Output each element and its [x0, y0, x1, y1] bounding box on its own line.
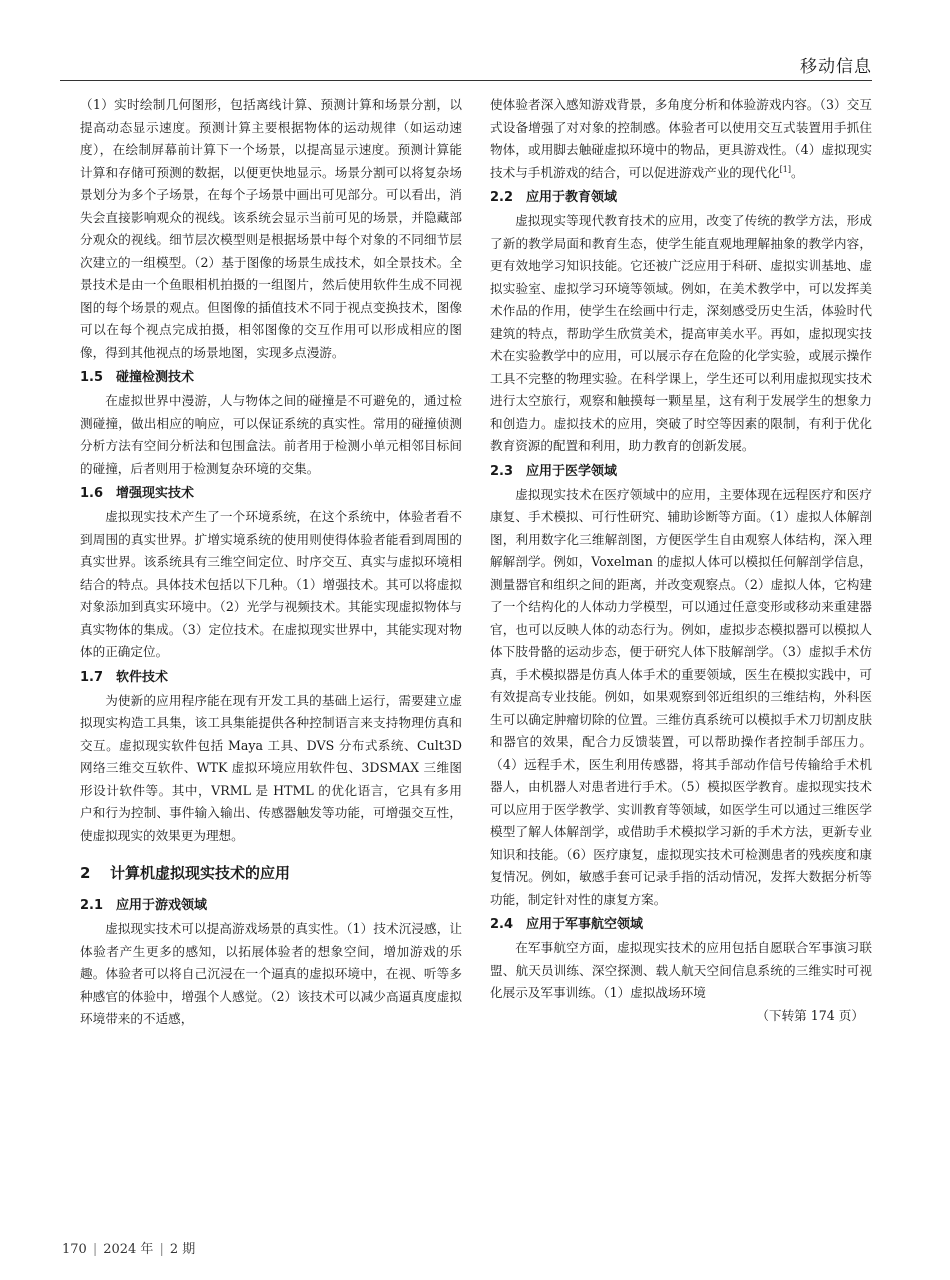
section-number: 2.1: [80, 898, 104, 913]
section-title: 增强现实技术: [116, 486, 195, 501]
right-column: [490, 94, 872, 1027]
paragraph: 虚拟现实技术在医疗领域中的应用，主要体现在远程医疗和医疗康复、手术模拟、可行性研究、辅助诊断等方面。（1）虚拟人体解剖图，利用数字化三维解剖图，方便医学生自由观察人体结构，深入理解解剖学。例如，Voxelman 的虚拟人体可以模拟任何解剖学信息，测量器官和组织之间的距离，并改变观察点。（2）虚拟人体，它构建了一个结构化的人体动力学模型，可以通过任意变形或移动来重建器官，也可以反映人体的动态行为。例如，虚拟步态模拟器可以模拟人体下肢骨骼的运动步态，便于研究人体下肢解剖学。（3）虚拟手术仿真，手术模拟器是仿真人体手术的重要领域，医生在模拟实践中，可有效提高专业技能。例如，如果观察到邻近组织的三维结构，外科医生可以确定肿瘤切除的位置。三维仿真系统可以模拟手术刀切割皮肤和器官的效果，配合力反馈装置，可以帮助操作者控制手部压力。（4）远程手术，医生利用传感器，将其手部动作信号传输给手术机器人，由机器人对患者进行手术。（5）模拟医学教育。虚拟现实技术可以应用于医学教学、实训教育等领域，如医学生可以通过三维医学模型了解人体解剖学，或借助手术模拟学习新的手术方法，更新专业知识和技能。（6）医疗康复，虚拟现实技术可检测患者的残疾度和康复情况。例如，敏感手套可记录手指的活动情况，发挥大数据分析等功能，制定针对性的康复方案。: [490, 486, 872, 907]
page-number: 170: [62, 1242, 87, 1257]
citation-ref: [1]: [779, 164, 791, 174]
section-heading-2-2: [490, 187, 872, 209]
section-number: 2.3: [490, 463, 514, 479]
paragraph: 为使新的应用程序能在现有开发工具的基础上运行，需要建立虚拟现实构造工具集，该工具集能提供各种控制语言来支持物理仿真和交互。虚拟现实软件包括 Maya 工具、DVS 分布式系统、Cult3D 网络三维交互软件、WTK 虚拟环境应用软件包、3DSMAX 三维图形设计软件等。其中，VRML 是 HTML 的优化语言，它具有多用户和行为控制、事件输入输出、传感器触发等功能，可增强交互性，使虚拟现实的效果更为理想。: [80, 692, 462, 843]
issue-number: 2 期: [169, 1242, 196, 1257]
paragraph: 虚拟现实技术产生了一个环境系统，在这个系统中，体验者看不到周围的真实世界。扩增实境系统的使用则使得体验者能看到周围的真实世界。该系统具有三维空间定位、时序交互、真实与虚拟环境相结合的特点。具体技术包括以下几种。（1）增强技术。其可以将虚拟对象添加到真实环境中。（2）光学与视频技术。其能实现虚拟物体与真实物体的集成。（3）定位技术。在虚拟现实世界中，其能实现对物体的正确定位。: [80, 509, 462, 659]
chapter-title: 计算机虚拟现实技术的应用: [110, 864, 291, 882]
section-number: 1.7: [80, 669, 104, 685]
page-footer: [62, 1238, 195, 1257]
section-heading-2-4: [490, 914, 872, 936]
paragraph: 虚拟现实技术可以提高游戏场景的真实性。（1）技术沉浸感，让体验者产生更多的感知，以拓展体验者的想象空间，增加游戏的乐趣。体验者可以将自己沉浸在一个逼真的虚拟环境中，在视、听等多种感官的体验中，增强个人感觉。（2）该技术可以减少高逼真度虚拟环境带来的不适感，: [80, 921, 462, 1026]
chapter-heading-2: [80, 861, 462, 885]
paragraph: [490, 94, 872, 184]
section-title: 应用于医学领域: [526, 463, 618, 479]
section-number: 2.4: [490, 917, 514, 932]
section-heading-1-5: [80, 367, 462, 389]
section-title: 应用于教育领域: [526, 190, 618, 205]
footer-separator: |: [159, 1242, 164, 1257]
journal-name: 移动信息: [800, 57, 872, 77]
issue-year: 2024 年: [103, 1242, 154, 1257]
continued-note: （下转第 174 页）: [756, 1007, 864, 1023]
section-number: 1.5: [80, 370, 104, 385]
paragraph-end: 。: [791, 164, 804, 180]
left-column: [80, 94, 462, 1031]
section-heading-1-6: [80, 483, 462, 505]
paragraph: （1）实时绘制几何图形，包括离线计算、预测计算和场景分割，以提高动态显示速度。预测计算主要根据物体的运动规律（如运动速度），在绘制屏幕前计算下一个场景，以提高显示速度。预测计算能计算和存储可预测的数据，以便更快地显示。场景分割可以将复杂场景划分为多个子场景，在每个子场景中画出可见部分。可以看出，消失会直接影响观众的视线。该系统会显示当前可见的场景，并隐藏部分观众的视线。细节层次模型则是根据场景中每个对象的不同细节层次建立的一组模型。（2）基于图像的场景生成技术，如全景技术。全景技术是由一个鱼眼相机拍摄的一组图片，然后使用软件生成不同视图的每个场景的观点。但图像的插值技术不同于视点变换技术，图像可以在每个视点完成拍摄，相邻图像的交互作用可以形成相应的图像，得到其他视点的场景地图，实现多点漫游。: [80, 97, 462, 360]
section-title: 碰撞检测技术: [116, 370, 195, 385]
page-header: [60, 38, 872, 81]
section-heading-2-3: [490, 461, 872, 483]
section-heading-1-7: [80, 667, 462, 689]
paragraph: 在虚拟世界中漫游，人与物体之间的碰撞是不可避免的，通过检测碰撞，做出相应的响应，可以保证系统的真实性。常用的碰撞侦测分析方法有空间分析法和包围盒法。前者用于检测小单元相邻目标间的碰撞，后者则用于检测复杂环境的交集。: [80, 393, 462, 476]
footer-separator: |: [92, 1242, 98, 1257]
chapter-number: 2: [80, 864, 91, 882]
paragraph: 在军事航空方面，虚拟现实技术的应用包括自愿联合军事演习联盟、航天员训练、深空探测、载人航天空间信息系统的三维实时可视化展示及军事训练。（1）虚拟战场环境: [490, 940, 872, 1000]
section-title: 软件技术: [116, 669, 169, 685]
section-number: 1.6: [80, 486, 104, 501]
paragraph: 虚拟现实等现代教育技术的应用，改变了传统的教学方法，形成了新的教学局面和教育生态，使学生能直观地理解抽象的教学内容，更有效地学习知识技能。它还被广泛应用于科研、虚拟实训基地、虚拟实验室、虚拟学习环境等领域。例如，在美术教学中，可以发挥美术作品的作用，使学生在绘画中行走，深刻感受历史生活，体验时代建筑的特点，帮助学生欣赏美术，提高审美水平。再如，虚拟现实技术在实验教学中的应用，可以展示存在危险的化学实验，或展示操作工具不完整的物理实验。在科学课上，学生还可以利用虚拟现实技术进行太空旅行，观察和触摸每一颗星星，这有利于发展学生的想象力和创造力。虚拟技术的应用，突破了时空等因素的限制，有利于优化教育资源的配置和利用，助力教育的创新发展。: [490, 213, 872, 453]
section-title: 应用于游戏领域: [116, 898, 208, 913]
paragraph-text: 使体验者深入感知游戏背景，多角度分析和体验游戏内容。（3）交互式设备增强了对对象的控制感。体验者可以使用交互式装置用手抓住物体，或用脚去触碰虚拟环境中的物品，更具游戏性。（4）虚拟现实技术与手机游戏的结合，可以促进游戏产业的现代化: [490, 97, 872, 180]
section-title: 应用于军事航空领域: [526, 917, 644, 932]
section-number: 2.2: [490, 190, 514, 205]
section-heading-2-1: [80, 895, 462, 917]
